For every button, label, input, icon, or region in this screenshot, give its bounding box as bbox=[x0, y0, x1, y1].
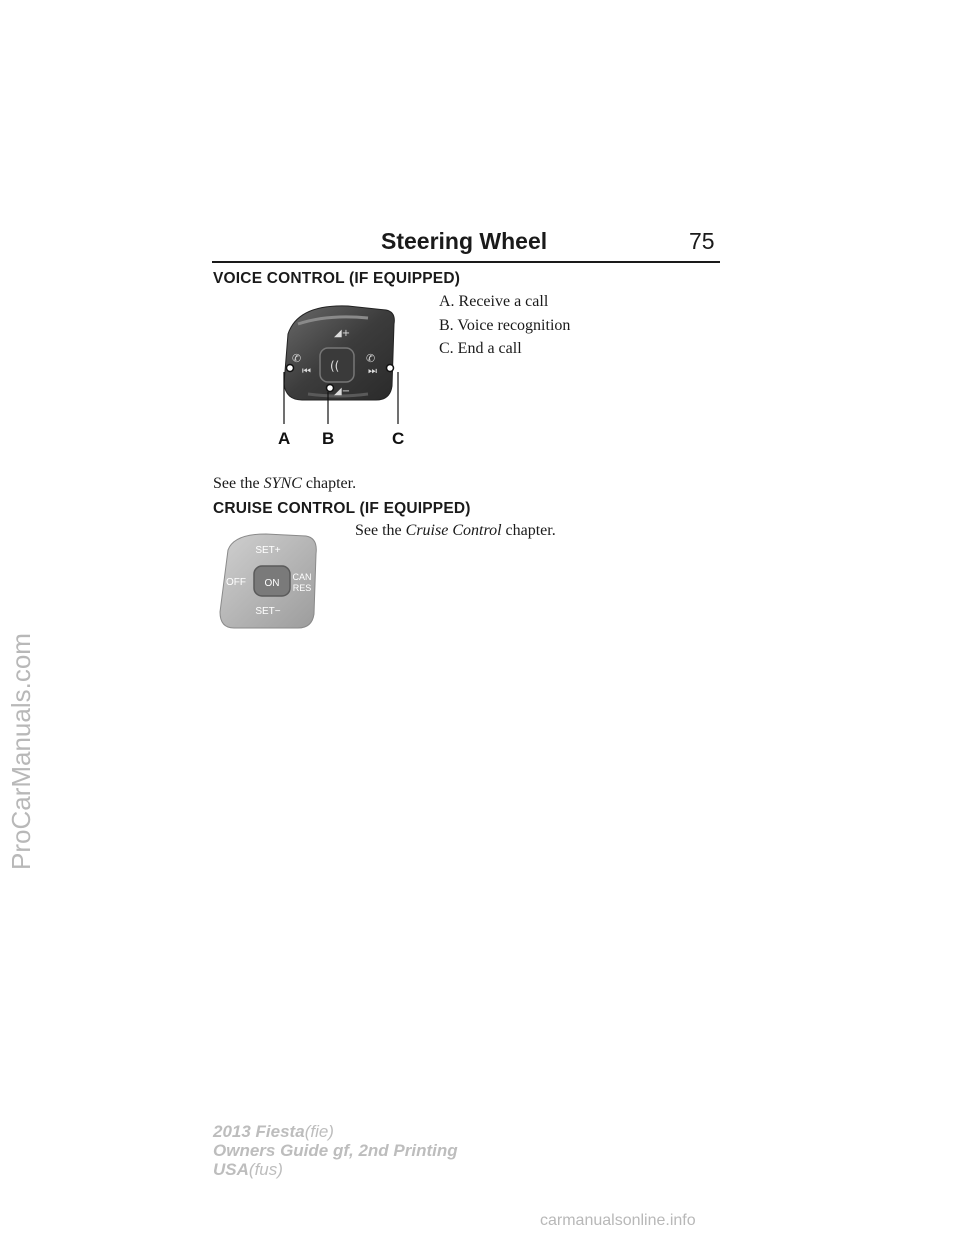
svg-text:CAN: CAN bbox=[292, 572, 312, 582]
sync-reference: See the SYNC chapter. bbox=[213, 475, 357, 492]
callout-b: B bbox=[322, 429, 335, 448]
page-number: 75 bbox=[689, 228, 715, 254]
svg-text:◢−: ◢− bbox=[334, 386, 351, 397]
header-rule bbox=[212, 261, 720, 263]
callout-text-c: C. End a call bbox=[439, 340, 522, 357]
svg-text:✆: ✆ bbox=[366, 352, 376, 365]
callout-text-a: A. Receive a call bbox=[439, 293, 549, 310]
footer-line-3: USA(fus) bbox=[213, 1160, 283, 1179]
voice-control-heading: VOICE CONTROL (IF EQUIPPED) bbox=[213, 270, 461, 287]
bottom-watermark: carmanualsonline.info bbox=[540, 1212, 696, 1229]
footer-line-2: Owners Guide gf, 2nd Printing bbox=[213, 1141, 458, 1160]
svg-text:OFF: OFF bbox=[226, 577, 246, 588]
cruise-control-reference: See the Cruise Control chapter. bbox=[355, 522, 556, 539]
side-watermark: ProCarManuals.com bbox=[6, 633, 36, 870]
callout-text-b: B. Voice recognition bbox=[439, 317, 571, 334]
svg-text:((: (( bbox=[330, 359, 340, 373]
svg-text:◢+: ◢+ bbox=[334, 328, 351, 339]
page-title: Steering Wheel bbox=[381, 228, 548, 254]
svg-text:✆: ✆ bbox=[292, 352, 302, 365]
svg-text:SET+: SET+ bbox=[255, 545, 281, 556]
svg-text:⏮: ⏮ bbox=[302, 366, 311, 377]
svg-text:⏭: ⏭ bbox=[368, 366, 377, 377]
callout-a: A bbox=[278, 429, 291, 448]
voice-control-illustration bbox=[268, 302, 418, 448]
cruise-control-heading: CRUISE CONTROL (IF EQUIPPED) bbox=[213, 500, 471, 517]
callout-c: C bbox=[392, 429, 405, 448]
cruise-control-illustration bbox=[210, 528, 322, 634]
cruise-control-chapter-link[interactable]: Cruise Control bbox=[405, 522, 502, 539]
footer-line-1: 2013 Fiesta(fie) bbox=[213, 1122, 334, 1141]
svg-text:RES: RES bbox=[292, 583, 312, 593]
sync-chapter-link[interactable]: SYNC bbox=[263, 475, 302, 492]
svg-text:ON: ON bbox=[264, 578, 280, 589]
svg-text:SET−: SET− bbox=[255, 606, 281, 617]
